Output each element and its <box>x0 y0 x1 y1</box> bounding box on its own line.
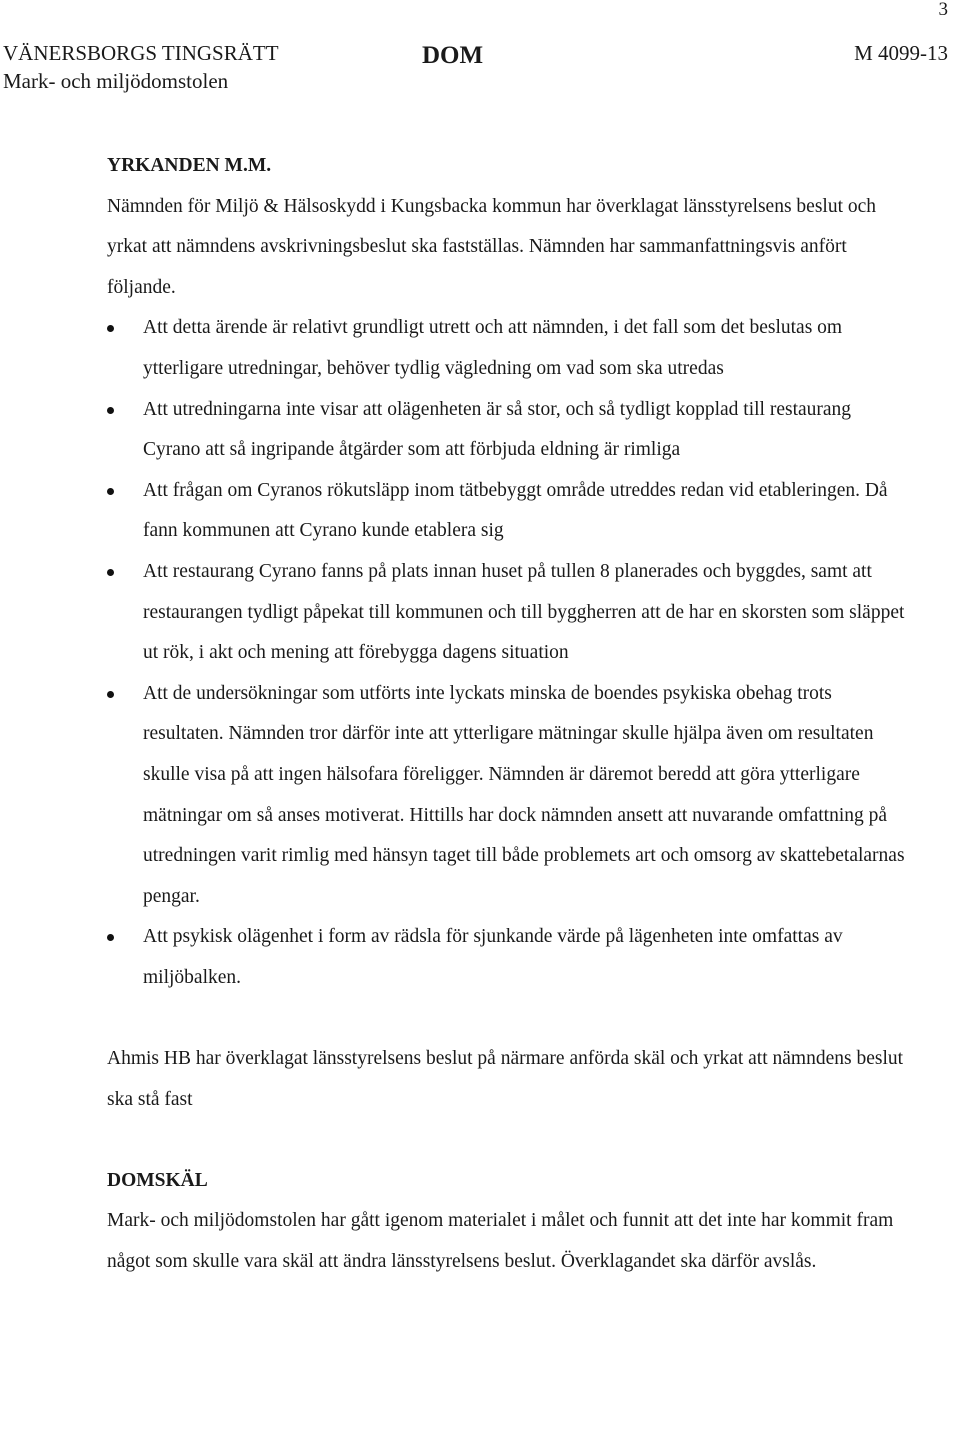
list-item-text: Att de undersökningar som utförts inte lyckats minska de boendes psykiska obehag trots resultaten. Nämnden tror därför inte att ytterligare mätningar skulle hjälpa även om resultaten skulle visa på att ingen hälsofara föreligger. Nämnden är däremot beredd att göra ytterligare mätningar om så anses motiverat. Hittills har dock nämnden ansett att nuvarande omfattning på utredningen varit rimlig med hänsyn taget till både problemets art och omsorg av skattebetalarnas pengar. <box>143 682 905 907</box>
bullet-icon <box>107 488 114 495</box>
heading-yrkanden: YRKANDEN M.M. <box>107 155 272 176</box>
bullet-icon <box>107 691 114 698</box>
list-item <box>107 390 907 471</box>
bullet-icon <box>107 325 114 332</box>
intro-paragraph: Nämnden för Miljö & Hälsoskydd i Kungsbacka kommun har överklagat länsstyrelsens beslut och yrkat att nämndens avskrivningsbeslut ska fastställas. Nämnden har sammanfattningsvis anfört följande. <box>107 195 877 298</box>
argument-list <box>107 308 907 998</box>
court-department: Mark- och miljödomstolen <box>3 69 229 93</box>
case-number: M 4099-13 <box>854 41 948 65</box>
list-item <box>107 917 907 998</box>
list-item-text: Att psykisk olägenhet i form av rädsla för sjunkande värde på lägenheten inte omfattas av miljöbalken. <box>143 926 843 988</box>
spacer <box>107 998 907 1039</box>
spacer <box>107 1120 907 1161</box>
heading-domskal: DOMSKÄL <box>107 1169 208 1191</box>
bullet-icon <box>107 407 114 414</box>
page-number: 3 <box>938 0 948 20</box>
ahmis-paragraph: Ahmis HB har överklagat länsstyrelsens beslut på närmare anförda skäl och yrkat att nämndens beslut ska stå fast <box>107 1048 904 1110</box>
document-body <box>107 146 907 1283</box>
bullet-icon <box>107 934 114 941</box>
list-item-text: Att frågan om Cyranos rökutsläpp inom tätbebyggt område utreddes redan vid etableringen. Då fann kommunen att Cyrano kunde etablera sig <box>143 479 888 542</box>
list-item <box>107 471 907 552</box>
domskal-paragraph: Mark- och miljödomstolen har gått igenom materialet i målet och funnit att det inte har kommit fram något som skulle vara skäl att ändra länsstyrelsens beslut. Överklagandet ska därför avslås. <box>107 1210 894 1273</box>
list-item <box>107 552 907 674</box>
bullet-icon <box>107 569 114 576</box>
list-item <box>107 674 907 918</box>
list-item-text: Att detta ärende är relativt grundligt utrett och att nämnden, i det fall som det beslutas om ytterligare utredningar, behöver tydlig vägledning om vad som ska utredas <box>143 317 843 379</box>
court-name: VÄNERSBORGS TINGSRÄTT <box>3 41 279 65</box>
list-item <box>107 308 907 389</box>
list-item-text: Att utredningarna inte visar att olägenheten är så stor, och så tydligt kopplad till restaurang Cyrano att så ingripande åtgärder som att förbjuda eldning är rimliga <box>143 398 852 461</box>
document-type: DOM <box>422 42 484 69</box>
list-item-text: Att restaurang Cyrano fanns på plats innan huset på tullen 8 planerades och byggdes, samt att restaurangen tydligt påpekat till kommunen och till byggherren att de har en skorsten som släppet ut rök, i akt och mening att förebygga dagens situation <box>143 560 905 664</box>
